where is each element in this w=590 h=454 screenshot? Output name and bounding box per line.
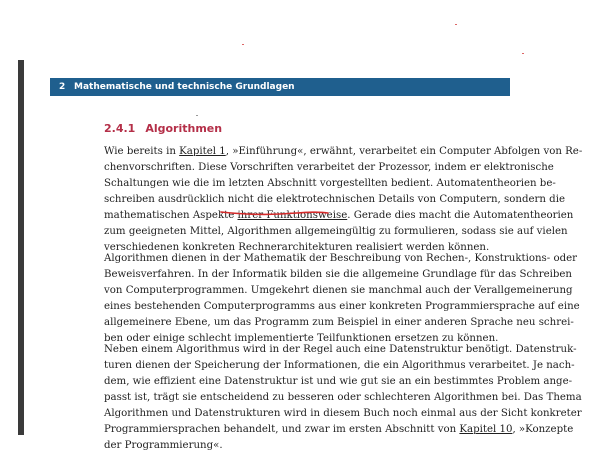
chapter-title: Mathematische und technische Grundlagen: [74, 82, 295, 92]
line-text: Wie bereits in: [104, 146, 180, 157]
paragraph: [104, 144, 583, 256]
red-underline-annotation: [220, 208, 330, 216]
line-text: Neben einem Algorithmus wird in der Regel auch eine Datenstruktur benötigt. Datenstruk-: [104, 344, 577, 355]
text-line: [104, 422, 574, 438]
scan-speck: [455, 24, 457, 25]
line-text: passt ist, trägt sie entscheidend zu besseren oder schlechteren Algorithmen bei. Das Thema: [104, 392, 582, 403]
page-edge-rule: [18, 60, 24, 435]
line-text: Algorithmen dienen in der Mathematik der Beschreibung von Rechen-, Konstruktions- oder: [104, 253, 578, 264]
text-line: [104, 315, 574, 331]
text-line: [104, 390, 582, 406]
text-line: [104, 283, 573, 299]
paragraph: [104, 342, 582, 454]
text-line: [104, 224, 568, 240]
text-line: [104, 374, 573, 390]
scan-speck: [196, 115, 198, 116]
line-text: Schaltungen wie die im letzten Abschnitt vorgestellten bedient. Automatentheorien be-: [104, 178, 556, 189]
section-heading: [104, 122, 232, 135]
line-text: . Gerade dies macht die Automatentheorien: [347, 210, 574, 221]
chapter-number: 2: [59, 82, 66, 92]
section-title: Algorithmen: [145, 122, 223, 135]
line-text: turen dienen der Speicherung der Informationen, die ein Algorithmus verarbeitet. Je nach-: [104, 360, 575, 371]
cross-reference-link[interactable]: Kapitel 10: [459, 424, 513, 435]
cross-reference-link[interactable]: Kapitel 1: [179, 146, 226, 157]
text-line: [104, 267, 572, 283]
running-header: [50, 78, 510, 96]
paragraph: [104, 251, 580, 347]
line-text: dem, wie effizient eine Datenstruktur ist und wie gut sie an ein bestimmtes Problem ange-: [104, 376, 573, 387]
text-line: [104, 251, 578, 267]
line-text: , »Konzepte: [512, 424, 574, 435]
scan-speck: [242, 44, 244, 45]
text-line: [104, 438, 510, 454]
line-text: Programmiersprachen behandelt, und zwar im ersten Abschnitt von: [104, 424, 460, 435]
cross-reference-link[interactable]: ihrer Funktionsweise: [237, 210, 348, 221]
line-text: eines bestehenden Computerprogramms aus einer konkreten Programmiersprache auf eine: [104, 301, 580, 312]
text-line: [104, 160, 554, 176]
line-text: allgemeinere Ebene, um das Programm zum Beispiel in einer anderen Sprache neu schrei-: [104, 317, 574, 328]
text-line: [104, 342, 577, 358]
text-line: [104, 144, 583, 160]
text-line: [104, 299, 580, 315]
line-text: von Computerprogrammen. Umgekehrt dienen sie manchmal auch der Verallgemeinerung: [104, 285, 573, 296]
text-line: [104, 358, 575, 374]
line-text: Beweisverfahren. In der Informatik bilden sie die allgemeine Grundlage für das Schreiben: [104, 269, 572, 280]
line-text: schreiben ausdrücklich nicht die elektrotechnischen Details von Computern, sondern die: [104, 194, 565, 205]
line-text: ben oder einige schlecht implementierte Teilfunktionen ersetzen zu können.: [104, 333, 499, 344]
section-number: 2.4.1: [104, 122, 136, 135]
line-text: mathematischen Aspekte: [104, 210, 238, 221]
text-line: [104, 406, 582, 422]
line-text: der Programmierung«.: [104, 440, 223, 451]
scan-speck: [522, 53, 524, 54]
line-text: zum geeigneten Mittel, Algorithmen allgemeingültig zu formulieren, sodass sie auf vielen: [104, 226, 568, 237]
text-line: [104, 192, 565, 208]
line-text: verschiedenen konkreten Rechnerarchitekturen realisiert werden können.: [104, 242, 490, 253]
line-text: Algorithmen und Datenstrukturen wird in diesem Buch noch einmal aus der Sicht konkreter: [104, 408, 582, 419]
text-line: [104, 176, 556, 192]
line-text: chenvorschriften. Diese Vorschriften verarbeitet der Prozessor, indem er elektronische: [104, 162, 554, 173]
line-text: , »Einführung«, erwähnt, verarbeitet ein Computer Abfolgen von Re-: [225, 146, 583, 157]
